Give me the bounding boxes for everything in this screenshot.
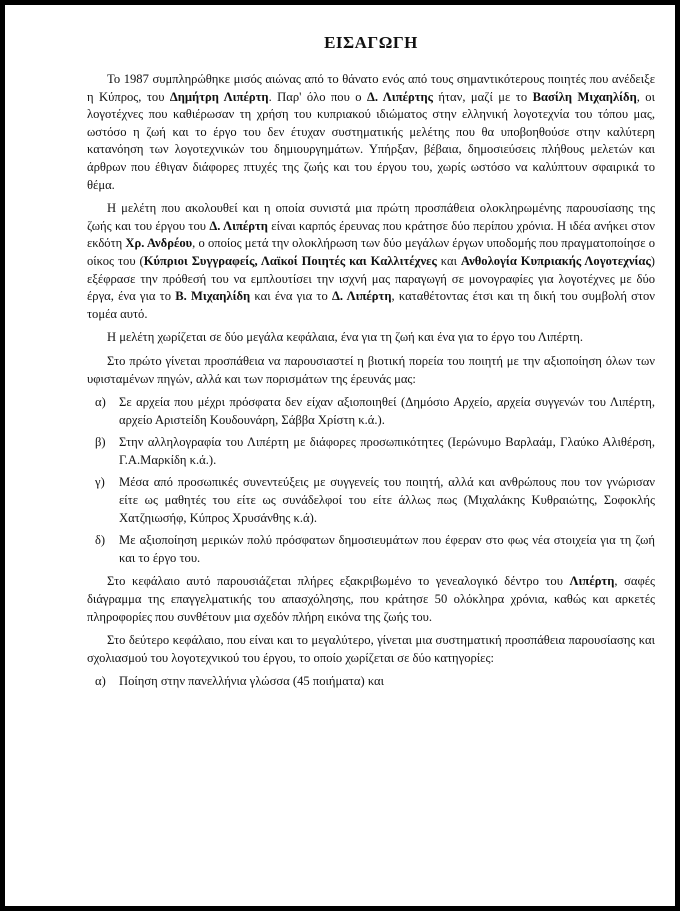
- text-run: Η μελέτη χωρίζεται σε δύο μεγάλα κεφάλαια, ένα για τη ζωή και ένα για το έργο του Λιπέρτη.: [107, 330, 584, 345]
- name-v-michailidis: Β. Μιχαηλίδη: [175, 289, 251, 304]
- paragraph-6: [87, 632, 655, 667]
- text-run: Η μελέτη που ακολουθεί και η οποία συνιστά μια πρώτη προσπάθεια ολοκληρωμένης παρουσίασης της ζωής και του έργου του: [87, 201, 655, 233]
- text-run: Στο δεύτερο κεφάλαιο, που είναι και το μεγαλύτερο, γίνεται μια συστηματική προσπάθεια παρουσίασης και σχολιασμού του λογοτεχνικού του έργου, το οποίο χωρίζεται σε δύο κατηγορίες:: [87, 633, 655, 665]
- text-run: , ο οποίος μετά την ολοκλήρωση των δύο μεγάλων έργων υποδομής που πραγματοποίησε ο οίκος του (: [87, 236, 655, 268]
- paragraph-3: [87, 329, 655, 347]
- list-item: [87, 434, 655, 469]
- list-marker: γ): [95, 475, 105, 490]
- list-item-text: Με αξιοποίηση μερικών πολύ πρόσφατων δημοσιευμάτων που έφεραν στο φως νέα στοιχεία για τη ζωή και το έργο του.: [119, 533, 655, 565]
- list-marker: δ): [95, 533, 106, 548]
- text-run: Στο κεφάλαιο αυτό παρουσιάζεται πλήρες εξακριβωμένο το γενεαλογικό δέντρο του: [107, 574, 570, 589]
- paragraph-5: [87, 573, 655, 626]
- list-marker: β): [95, 435, 106, 450]
- text-run: Το 1987 συμπληρώθηκε μισός αιώνας από το θάνατο ενός από τους σημαντικότερους ποιητές που ανέδειξε η Κύπρος, του: [87, 72, 655, 104]
- name-dimitris-lipertis: Δημήτρη Λιπέρτη: [169, 89, 269, 104]
- sources-list: [87, 394, 655, 567]
- name-d-lipertis: Δ. Λιπέρτη: [209, 218, 268, 233]
- name-d-lipertis: Δ. Λιπέρτης: [366, 89, 433, 104]
- list-marker: α): [95, 674, 106, 689]
- list-item: [87, 673, 655, 691]
- paragraph-1: [87, 71, 655, 194]
- list-item-text: Σε αρχεία που μέχρι πρόσφατα δεν είχαν αξιοποιηθεί (Δημόσιο Αρχείο, αρχεία συγγενών του Λιπέρτη, αρχείο Αριστείδη Κουδουνάρη, Σάββα Χρίστη κ.ά.).: [119, 395, 655, 427]
- page-content: [87, 25, 655, 697]
- list-marker: α): [95, 395, 106, 410]
- text-run: και: [436, 253, 461, 268]
- name-vasilis-michailidis: Βασίλη Μιχαηλίδη: [532, 89, 637, 104]
- name-d-lipertis: Δ. Λιπέρτη: [332, 289, 392, 304]
- text-run: ήταν, μαζί με το: [432, 89, 533, 104]
- text-run: Στο πρώτο γίνεται προσπάθεια να παρουσιαστεί η βιοτική πορεία του ποιητή με την αξιοποίηση όλων των υφισταμένων πηγών, αλλά και των πορισμάτων της έρευνάς μας:: [87, 353, 655, 386]
- list-item: [87, 474, 655, 527]
- work-title-kyprioi-syggrafeis: Κύπριοι Συγγραφείς, Λαϊκοί Ποιητές και Καλλιτέχνες: [143, 253, 437, 268]
- list-item-text: Στην αλληλογραφία του Λιπέρτη με διάφορες προσωπικότητες (Ιερώνυμο Βαρλαάμ, Γλαύκο Αλιθέρση, Γ.Α.Μαρκίδη κ.ά.).: [119, 435, 655, 467]
- text-run: , οι λογοτέχνες που καθιέρωσαν τη χρήση του κυπριακού ιδιώματος στην ελληνική λογοτεχνία του τόπου μας, ωστόσο η ζωή και το έργο του δεν έτυχαν συστηματικής μελέτης που θα υποβοηθούσε στην καλύτερη κατανόηση των λογοτεχνικών του δημιουργημάτων. Υπήρξαν, βέβαια, δημοσιεύσεις πλήθους μελετών και άρθρων που έθιγαν διάφορες πτυχές της ζωής και του έργου του, χωρίς ωστόσο να καλύπτουν σφαιρικά το θέμα.: [87, 89, 655, 192]
- page-title: ΕΙΣΑΓΩΓΗ: [324, 33, 418, 52]
- paragraph-4: [87, 353, 655, 388]
- work-title-anthologia: Ανθολογία Κυπριακής Λογοτεχνίας: [460, 253, 651, 268]
- text-run: είναι καρπός έρευνας που κράτησε δύο περίπου χρόνια. Η ιδέα ανήκει στον εκδότη: [87, 218, 655, 251]
- text-run: ) εξέφρασε την πρόθεσή του να εμπλουτίσει την ισχνή μας παραγωγή σε μονογραφίες για λογοτέχνες με δύο έργα, ένα για το: [87, 253, 655, 304]
- text-run: και ένα για το: [250, 289, 332, 304]
- paragraph-2: [87, 200, 655, 323]
- text-run: , καταθέτοντας έτσι και τη δική του συμβολή στον τομέα αυτό.: [87, 289, 656, 321]
- name-chr-andreou: Χρ. Ανδρέου: [125, 236, 193, 251]
- list-item-text: Μέσα από προσωπικές συνεντεύξεις με συγγενείς του ποιητή, αλλά και ανθρώπους που τον γνώρισαν είτε ως μαθητές του είτε ως συνάδελφοί του είτε άλλως πως (Μιχαλάκης Κυθραιώτης, Σοφοκλής Χατζηιωσήφ, Κύπρος Χρυσάνθης κ.ά).: [119, 475, 655, 525]
- list-item: [87, 532, 655, 567]
- document-page: [5, 5, 675, 906]
- text-run: , σαφές διάγραμμα της επαγγελματικής του απασχόλησης, που κράτησε 50 ολόκληρα χρόνια, καθώς και αρκετές πληροφορίες που συνθέτουν μια σχεδόν πλήρη εικόνα της ζωής του.: [87, 574, 655, 624]
- list-item-text: Ποίηση στην πανελλήνια γλώσσα (45 ποιήματα) και: [119, 674, 385, 689]
- list-item: [87, 394, 655, 429]
- name-lipertis: Λιπέρτη: [569, 574, 615, 589]
- text-run: . Παρ' όλο που ο: [268, 89, 367, 104]
- categories-list: [87, 673, 655, 691]
